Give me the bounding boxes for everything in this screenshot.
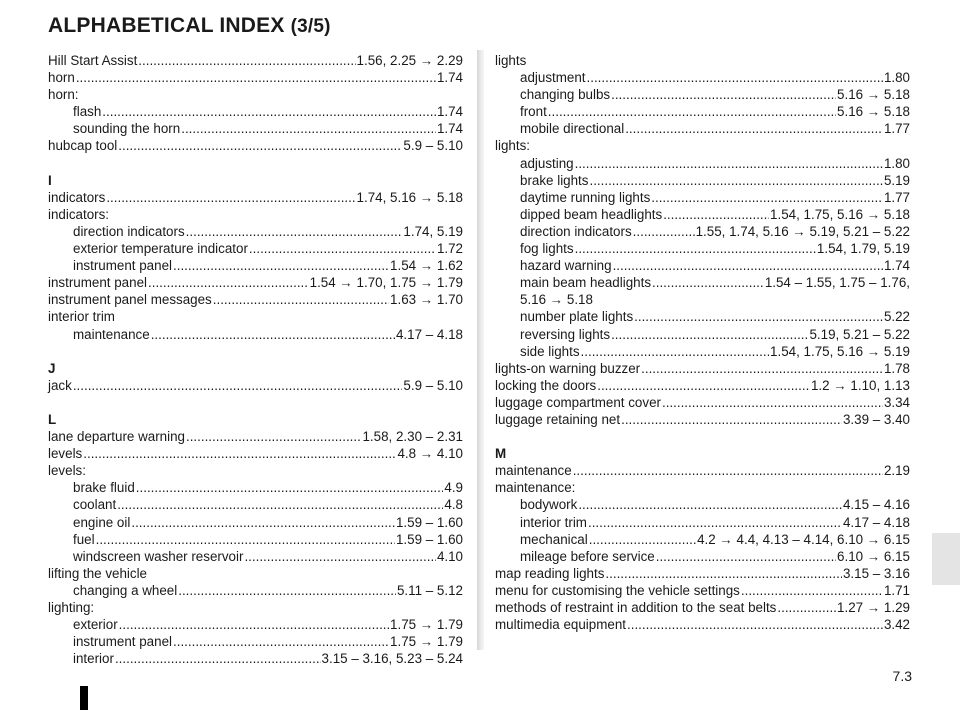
index-heading: maintenance: [495,480,576,496]
index-subentry [48,514,463,531]
index-entry [495,377,910,394]
index-subentry [495,240,910,257]
dot-leader [741,582,883,599]
entry-label: maintenance [495,463,572,479]
page-reference: 1.74 [883,258,910,274]
page-reference: 1.27 → 1.29 [837,600,910,615]
page-reference: 3.42 [883,617,910,633]
entry-label: interior [73,651,114,667]
dot-leader [119,616,389,633]
page-reference: 5.9 – 5.10 [403,138,463,154]
page-reference: 3.15 – 3.16, 5.23 – 5.24 [321,651,463,667]
index-entry [48,377,463,394]
dot-leader [173,633,389,650]
index-letter: L [48,411,57,427]
index-subentry [48,633,463,650]
entry-label: bodywork [520,497,578,513]
dot-leader [613,257,883,274]
entry-label: side lights [520,343,580,359]
page-reference: 1.74, 5.16 → 5.18 [356,189,463,205]
index-subentry [48,616,463,633]
chapter-tab [932,533,960,585]
index-heading: horn: [48,87,79,103]
index-subentry [495,308,910,325]
dot-leader [641,360,883,377]
index-entry [495,360,910,377]
dot-leader [178,582,396,599]
page-reference: 1.59 – 1.60 [395,531,463,547]
index-subentry [495,326,910,343]
dot-leader [249,240,436,257]
page-reference: 4.8 → 4.10 [397,446,463,462]
dot-leader [102,103,436,120]
entry-label: luggage compartment cover [495,394,661,410]
entry-label: fuel [73,531,95,547]
page-reference: 5.16 → 5.18 [837,87,910,103]
page-reference: 1.58, 2.30 – 2.31 [362,429,463,445]
dot-leader [73,377,403,394]
dot-leader [76,69,436,86]
dot-leader [633,223,695,240]
dot-leader [173,257,389,274]
index-subentry [48,479,463,496]
entry-label: brake fluid [73,480,135,496]
entry-label: brake lights [520,172,589,188]
page-reference: 4.9 [444,480,463,496]
entry-label: mobile directional [520,121,625,137]
dot-leader [186,428,362,445]
section-gap [48,343,463,360]
index-heading: indicators: [48,206,110,222]
index-subentry [495,189,910,206]
entry-label: adjustment [520,70,586,86]
entry-label: dipped beam headlights [520,206,663,222]
dot-leader [131,514,395,531]
index-subentry [495,274,910,291]
index-subentry [495,496,910,513]
index-subentry [495,86,910,103]
dot-leader [148,274,309,291]
dot-leader [634,308,883,325]
entry-label: direction indicators [520,223,632,239]
index-entry [495,394,910,411]
index-subentry [48,496,463,513]
page-reference: 1.74 [436,104,463,120]
index-entry [495,582,910,599]
page-reference: 6.10 → 6.15 [837,548,910,564]
entry-label: exterior temperature indicator [73,241,248,257]
entry-label: jack [48,377,72,393]
index-continuation: 5.16 → 5.18 [520,292,593,308]
page-reference: 4.2 → 4.4, 4.13 – 4.14, 6.10 → 6.15 [697,531,910,547]
page-reference: 1.75 → 1.79 [390,617,463,633]
entry-label: maintenance [73,326,150,342]
dot-leader [662,394,883,411]
entry-label: mileage before service [520,548,655,564]
index-subentry [48,326,463,343]
dot-leader [581,343,769,360]
dot-leader [181,120,436,137]
page-reference: 1.2 → 1.10, 1.13 [810,377,910,393]
entry-label: instrument panel [73,634,172,650]
page-reference: 5.11 – 5.12 [396,582,463,598]
entry-label: hazard warning [520,258,612,274]
page-title-part: (3/5) [290,16,331,37]
entry-label: map reading lights [495,565,605,581]
dot-leader [575,240,816,257]
dot-leader [136,479,444,496]
page-reference: 1.54, 1.79, 5.19 [816,241,910,257]
dot-leader [656,548,836,565]
index-subentry [495,69,910,86]
entry-label: instrument panel [73,258,172,274]
entry-label: main beam headlights [520,275,652,291]
page-reference: 1.54, 1.75, 5.16 → 5.19 [770,343,910,359]
page-reference: 1.63 → 1.70 [390,292,463,308]
dot-leader [597,377,810,394]
page-reference: 3.39 – 3.40 [842,411,910,427]
index-subentry [48,257,463,274]
page-reference: 1.55, 1.74, 5.16 → 5.19, 5.21 – 5.22 [695,223,910,239]
dot-leader [777,599,836,616]
dot-leader [213,291,389,308]
index-entry [48,52,463,69]
entry-label: reversing lights [520,326,611,342]
page-reference: 4.17 – 4.18 [842,514,910,530]
page-reference: 3.15 – 3.16 [842,565,910,581]
dot-leader [611,86,836,103]
page-reference: 1.80 [883,155,910,171]
page-reference: 1.75 → 1.79 [390,634,463,650]
page-reference: 4.15 – 4.16 [842,497,910,513]
entry-label: horn [48,70,75,86]
index-subentry [495,206,910,223]
index-heading: interior trim [48,309,115,325]
page-title [48,14,331,38]
page-reference: 1.56, 2.25 → 2.29 [356,53,463,68]
dot-leader [625,120,883,137]
page-number: 7.3 [892,668,912,684]
dot-leader [578,496,842,513]
index-subentry [495,548,910,565]
entry-label: lights-on warning buzzer [495,360,641,376]
page-reference: 1.54 → 1.70, 1.75 → 1.79 [309,275,463,291]
index-subentry [48,531,463,548]
page-reference: 5.16 → 5.18 [837,104,910,120]
entry-label: daytime running lights [520,189,651,205]
entry-label: fog lights [520,241,574,257]
index-heading: lighting: [48,600,95,615]
entry-label: changing a wheel [73,582,178,598]
index-subentry [48,120,463,137]
index-heading: lights: [495,138,530,154]
dot-leader [575,155,883,172]
section-gap [495,428,910,445]
entry-label: locking the doors [495,377,597,393]
index-heading: lights [495,53,527,68]
entry-label: sounding the horn [73,121,181,137]
page-reference: 1.74, 5.19 [403,223,463,239]
index-heading: levels: [48,463,86,479]
index-letter: J [48,360,56,376]
index-subentry [495,514,910,531]
entry-label: coolant [73,497,117,513]
index-subentry [48,223,463,240]
entry-label: levels [48,446,83,462]
dot-leader [589,531,696,548]
entry-label: adjusting [520,155,574,171]
crop-mark [80,686,88,710]
index-subentry [495,103,910,120]
page-reference: 4.17 – 4.18 [395,326,463,342]
index-subentry [495,531,910,548]
index-heading: lifting the vehicle [48,565,147,581]
page-reference: 1.80 [883,70,910,86]
page-reference: 4.10 [436,548,463,564]
index-entry [495,462,910,479]
entry-label: changing bulbs [520,87,611,103]
dot-leader [151,326,395,343]
section-gap [48,155,463,172]
index-subentry [48,582,463,599]
page-reference: 1.74 [436,121,463,137]
page-reference: 1.54 – 1.55, 1.75 – 1.76, [764,275,910,291]
dot-leader [589,172,882,189]
entry-label: windscreen washer reservoir [73,548,244,564]
index-subentry [495,343,910,360]
entry-label: instrument panel messages [48,292,212,308]
index-entry [48,274,463,291]
entry-label: Hill Start Assist [48,53,138,68]
entry-label: exterior [73,617,118,633]
index-subentry [495,120,910,137]
dot-leader [627,616,883,633]
index-letter: I [48,172,52,188]
dot-leader [244,548,436,565]
page-reference: 5.9 – 5.10 [403,377,463,393]
entry-label: number plate lights [520,309,634,325]
section-gap [48,394,463,411]
index-subentry [495,172,910,189]
dot-leader [588,514,842,531]
page-reference: 1.59 – 1.60 [395,514,463,530]
index-subentry [48,548,463,565]
dot-leader [621,411,842,428]
index-column-right [495,52,910,633]
entry-label: instrument panel [48,275,147,291]
page-reference: 4.8 [444,497,463,513]
dot-leader [605,565,842,582]
dot-leader [117,496,443,513]
index-subentry [495,257,910,274]
index-entry [495,599,910,616]
entry-label: front [520,104,547,120]
page-reference: 1.71 [883,582,910,598]
entry-label: multimedia equipment [495,617,626,633]
index-subentry [495,155,910,172]
dot-leader [118,137,402,154]
dot-leader [663,206,769,223]
page-reference: 1.78 [883,360,910,376]
page-reference: 1.77 [883,189,910,205]
page-title-text: ALPHABETICAL INDEX [48,14,285,37]
entry-label: engine oil [73,514,131,530]
index-entry [48,69,463,86]
index-entry [48,189,463,206]
index-entry [48,291,463,308]
index-subentry [48,103,463,120]
dot-leader [611,326,808,343]
index-letter: M [495,446,507,462]
page-reference: 1.54, 1.75, 5.16 → 5.18 [770,206,910,222]
entry-label: flash [73,104,102,120]
page-reference: 3.34 [883,394,910,410]
dot-leader [548,103,836,120]
index-subentry [48,240,463,257]
entry-label: interior trim [520,514,587,530]
page-reference: 5.19 [883,172,910,188]
index-entry [48,137,463,154]
entry-label: direction indicators [73,223,185,239]
index-entry [495,411,910,428]
page-reference: 2.19 [883,463,910,479]
index-subentry [48,650,463,667]
entry-label: methods of restraint in addition to the seat belts [495,600,777,615]
index-column-left [48,52,463,667]
dot-leader [96,531,395,548]
index-entry [48,428,463,445]
dot-leader [587,69,883,86]
page-reference: 1.54 → 1.62 [390,258,463,274]
dot-leader [138,52,355,69]
dot-leader [106,189,355,206]
page-reference: 5.22 [883,309,910,325]
entry-label: indicators [48,189,106,205]
index-subentry [495,223,910,240]
index-entry [495,565,910,582]
dot-leader [115,650,321,667]
page-reference: 1.72 [436,241,463,257]
page-reference: 5.19, 5.21 – 5.22 [809,326,910,342]
entry-label: mechanical [520,531,588,547]
dot-leader [186,223,403,240]
entry-label: luggage retaining net [495,411,621,427]
entry-label: menu for customising the vehicle settings [495,582,740,598]
index-entry [495,616,910,633]
dot-leader [573,462,883,479]
page-reference: 1.77 [883,121,910,137]
index-entry [48,445,463,462]
dot-leader [652,274,764,291]
dot-leader [83,445,396,462]
column-divider [477,50,484,650]
entry-label: hubcap tool [48,138,118,154]
dot-leader [651,189,883,206]
page-reference: 1.74 [436,70,463,86]
entry-label: lane departure warning [48,429,185,445]
